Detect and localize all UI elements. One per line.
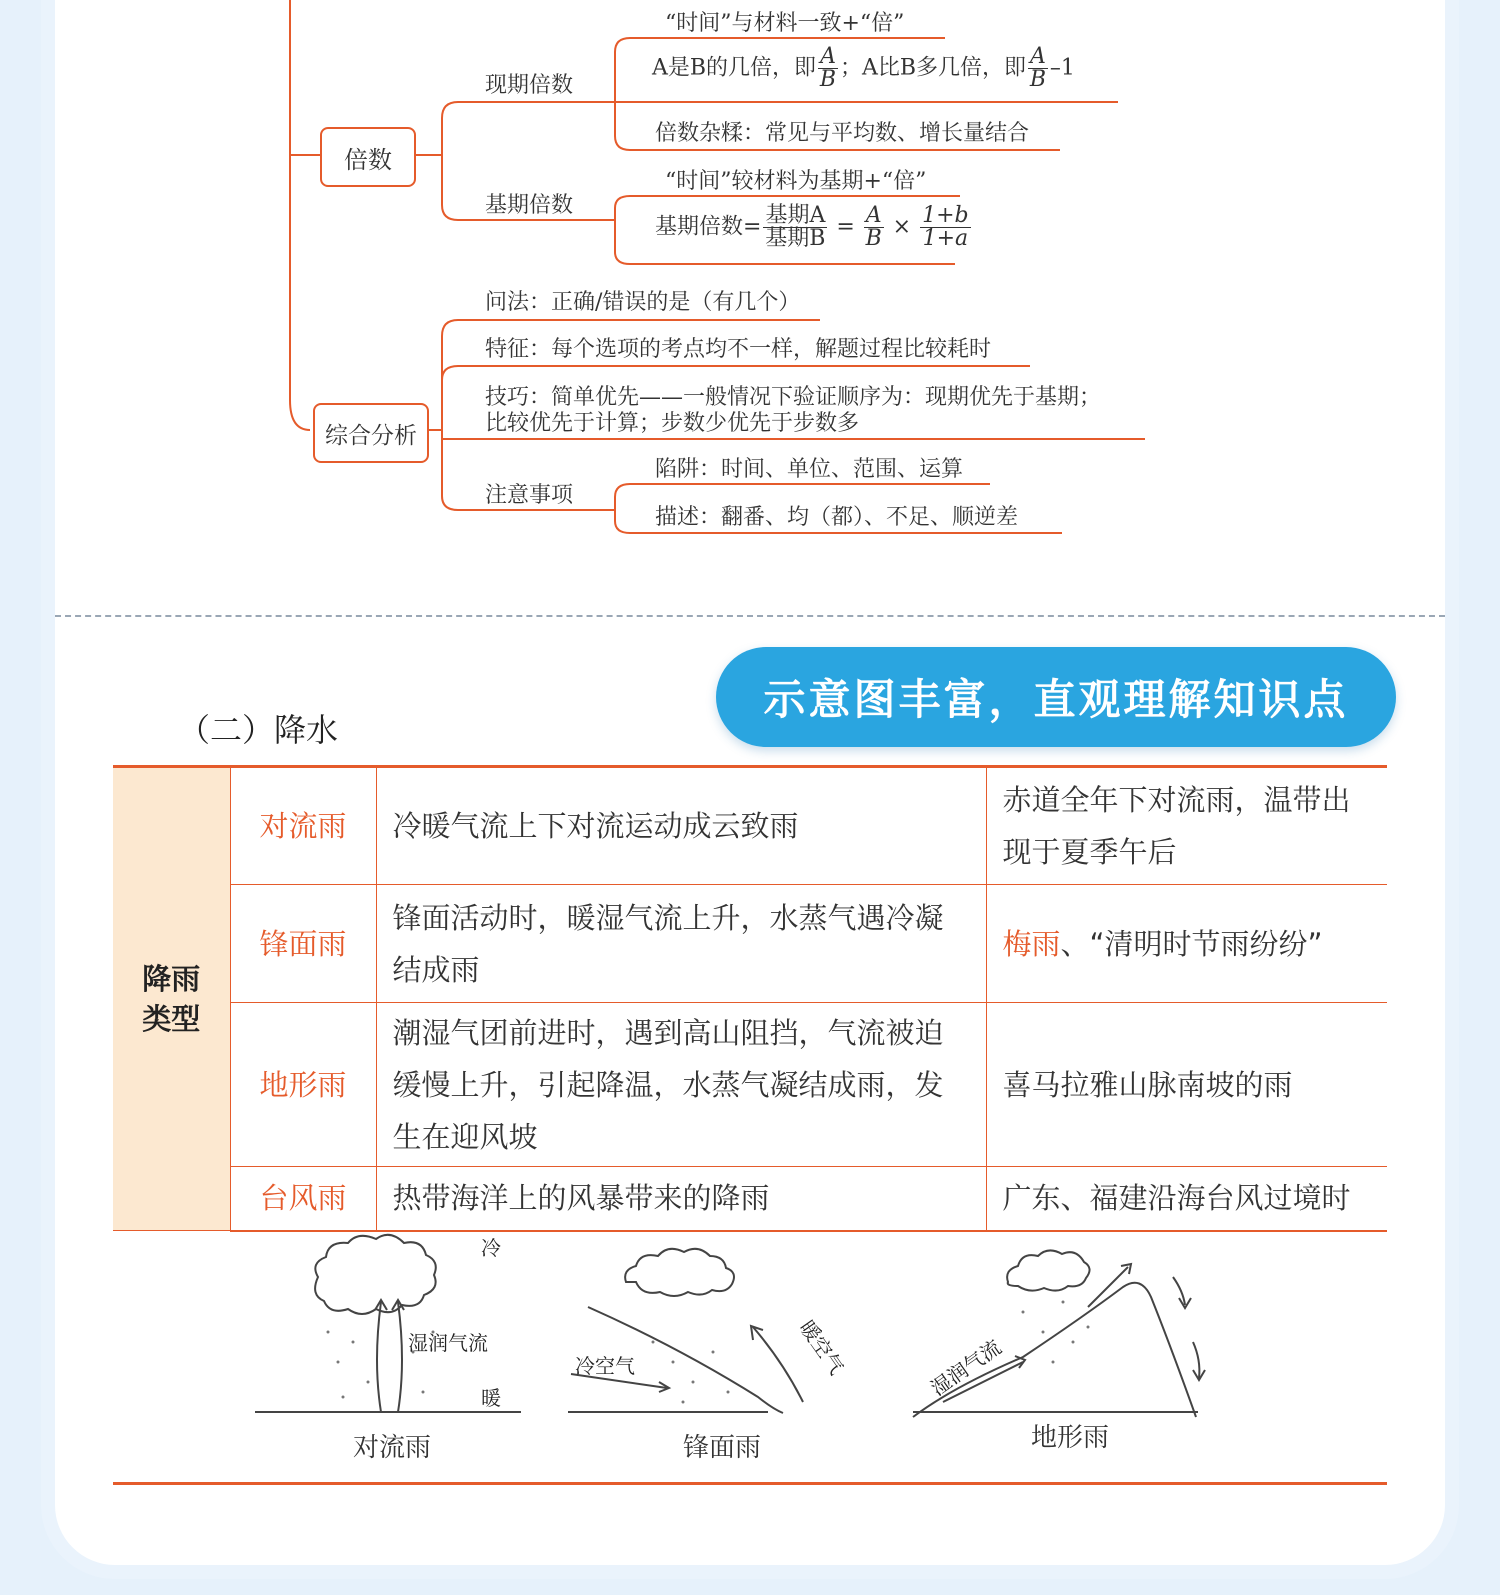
rain-desc: 冷暖气流上下对流运动成云致雨 xyxy=(376,767,986,885)
fraction-a-over-b: $\frac{A}{B}$ xyxy=(819,44,837,92)
section-title: （二）降水 xyxy=(178,711,339,749)
rain-example: 广东、福建沿海台风过境时 xyxy=(986,1167,1387,1231)
node-xianqi: 现期倍数 xyxy=(485,73,574,98)
xianqi-item3: 倍数杂糅：常见与平均数、增长量结合 xyxy=(655,121,1030,146)
node-zhuyi: 注意事项 xyxy=(485,483,574,508)
table-row xyxy=(113,767,1387,885)
caption-convection: 对流雨 xyxy=(353,1433,432,1463)
rain-example: 梅雨、“清明时节雨纷纷” xyxy=(986,885,1387,1003)
label-cold-air: 冷空气 xyxy=(575,1354,635,1378)
rain-example: 喜马拉雅山脉南坡的雨 xyxy=(986,1003,1387,1167)
xianqi-item1: “时间”与材料一致+“倍” xyxy=(665,11,905,36)
rain-illustrations xyxy=(113,1232,1387,1485)
zonghe-item3-line2: 比较优先于计算；步数少优先于步数多 xyxy=(485,411,860,436)
fraction-growth: $\frac{1+b}{1+a}$ xyxy=(922,203,969,251)
fraction-base: $\frac{\text{基期A}}{\text{基期B}}$ xyxy=(765,203,826,251)
feature-banner: 示意图丰富，直观理解知识点 xyxy=(716,647,1396,747)
label-warm-air: 暖空气 xyxy=(794,1315,849,1379)
fraction-ab: $\frac{A}{B}$ xyxy=(865,203,882,251)
zonghe-item2: 特征：每个选项的考点均不一样，解题过程比较耗时 xyxy=(485,337,992,362)
rain-desc: 潮湿气团前进时，遇到高山阻挡，气流被迫缓慢上升，引起降温，水蒸气凝结成雨，发生在迎风坡 xyxy=(376,1003,986,1167)
caption-frontal: 锋面雨 xyxy=(683,1433,762,1463)
label-warm: 暖 xyxy=(481,1386,501,1410)
rain-desc: 热带海洋上的风暴带来的降雨 xyxy=(376,1167,986,1231)
node-zonghe: 综合分析 xyxy=(313,403,429,463)
caption-orographic: 地形雨 xyxy=(1031,1423,1110,1453)
table-row xyxy=(113,1003,1387,1167)
fraction-a-over-b-2: $\frac{A}{B}$ xyxy=(1029,44,1047,92)
xianqi-item2: A是B的几倍，即 $\frac{A}{B}$ ；A比B多几倍，即 $\frac{A}{B}$ –1 xyxy=(652,44,1075,92)
jiqi-formula: 基期倍数= $\frac{\text{基期A}}{\text{基期B}}$ = $\frac{A}{B}$ × $\frac{1+b}{1+a}$ xyxy=(655,203,969,251)
zonghe-item1: 问法：正确/错误的是（有几个） xyxy=(485,290,801,315)
node-beishu: 倍数 xyxy=(320,127,416,187)
label-wet-air: 湿润气流 xyxy=(408,1331,488,1355)
jiqi-item1: “时间”较材料为基期+“倍” xyxy=(665,169,927,194)
table-row xyxy=(113,885,1387,1003)
rain-name: 台风雨 xyxy=(230,1167,376,1231)
table-row xyxy=(113,1167,1387,1231)
rain-example: 赤道全年下对流雨，温带出现于夏季午后 xyxy=(986,767,1387,885)
rain-name: 地形雨 xyxy=(230,1003,376,1167)
section-divider xyxy=(55,615,1445,617)
zonghe-item3-line1: 技巧：简单优先——一般情况下验证顺序为：现期优先于基期； xyxy=(485,385,1102,410)
rain-desc: 锋面活动时，暖湿气流上升，水蒸气遇冷凝结成雨 xyxy=(376,885,986,1003)
rain-name: 锋面雨 xyxy=(230,885,376,1003)
zhuyi-item2: 描述：翻番、均（都）、不足、顺逆差 xyxy=(655,505,1019,530)
category-cell: 降雨 类型 xyxy=(113,767,230,1231)
label-oro-wet-air: 湿润气流 xyxy=(926,1334,1006,1401)
label-cold: 冷 xyxy=(481,1236,501,1260)
rain-name: 对流雨 xyxy=(230,767,376,885)
node-jiqi: 基期倍数 xyxy=(485,193,574,218)
zhuyi-item1: 陷阱：时间、单位、范围、运算 xyxy=(655,457,964,482)
rain-type-table xyxy=(113,765,1387,1232)
